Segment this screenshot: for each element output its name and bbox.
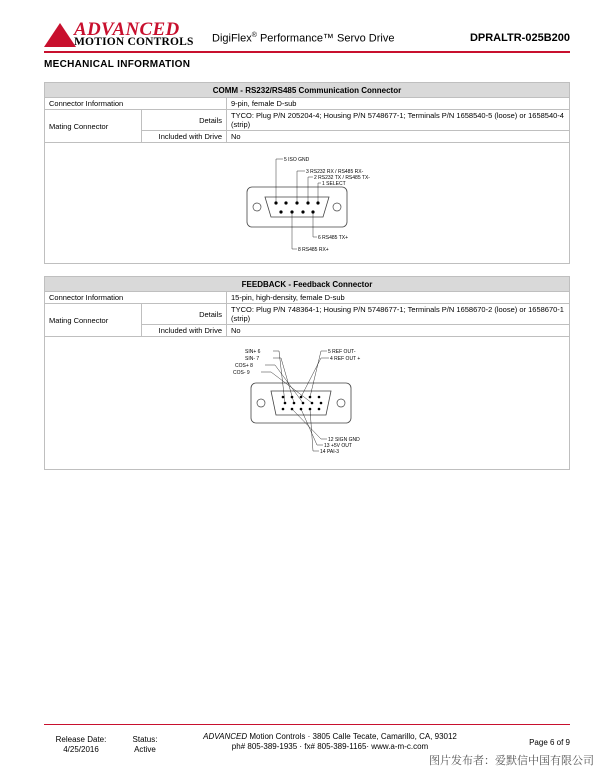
- feedback-details-value: TYCO: Plug P/N 748364-1; Housing P/N 5748677-1; Terminals P/N 1658670-2 (loose) or 1658670-1 (strip): [227, 304, 570, 325]
- feedback-connector-table: [44, 276, 570, 470]
- logo-triangle-icon: [44, 23, 76, 47]
- comm-included-value: No: [227, 131, 570, 143]
- fb-pin8-label: COS+ 8: [235, 363, 253, 369]
- company-logo: [44, 20, 204, 48]
- comm-table-title: COMM - RS232/RS485 Communication Connector: [45, 83, 570, 98]
- company-contact: ph# 805-389-1935 · fx# 805-389-1165· www.a-m-c.com: [231, 742, 429, 751]
- comm-pin6-label: 6 RS485 TX+: [318, 235, 349, 241]
- page-header: [44, 20, 570, 48]
- comm-pin8-label: 8 RS485 RX+: [298, 247, 329, 253]
- comm-pin2-label: 2 RS232 TX / RS485 TX-: [314, 175, 370, 181]
- release-date-label: Release Date:: [55, 735, 107, 744]
- comm-connector-info-label: Connector Information: [45, 98, 227, 110]
- comm-figure-cell: [45, 143, 570, 264]
- release-date-value: 4/25/2016: [63, 745, 99, 754]
- status-label: Status:: [132, 735, 158, 744]
- comm-dsub9-diagram: [241, 153, 381, 253]
- feedback-connector-info-value: 15-pin, high-density, female D-sub: [227, 292, 570, 304]
- feedback-table-title: FEEDBACK - Feedback Connector: [45, 277, 570, 292]
- release-date: [48, 735, 114, 755]
- publisher-watermark: 图片发布者：爱默信中国有限公司: [429, 755, 594, 767]
- model-number: DPRALTR-025B200: [469, 32, 570, 44]
- feedback-figure-cell: [45, 337, 570, 470]
- footer-rule: [44, 724, 570, 725]
- comm-details-value: TYCO: Plug P/N 205204-4; Housing P/N 5748677-1; Terminals P/N 1658540-5 (loose) or 1658540-4 (strip): [227, 110, 570, 131]
- product-name: DigiFlex® Performance™ Servo Drive: [212, 32, 395, 45]
- feedback-mating-label: Mating Connector: [45, 304, 142, 337]
- fb-pin7-label: SIN- 7: [245, 356, 260, 362]
- status-value: Active: [134, 745, 156, 754]
- feedback-details-label: Details: [142, 304, 227, 325]
- logo-line2: MOTION CONTROLS: [74, 36, 194, 48]
- comm-pin3-label: 3 RS232 RX / RS485 RX-: [306, 169, 364, 175]
- comm-connector-table: [44, 82, 570, 264]
- logo-line1: ADVANCED: [74, 19, 180, 40]
- section-title: MECHANICAL INFORMATION: [44, 59, 191, 70]
- comm-details-label: Details: [142, 110, 227, 131]
- page-number: Page 6 of 9: [529, 738, 570, 747]
- fb-pin5-label: 5 REF OUT-: [328, 349, 356, 355]
- company-address: ADVANCED Motion Controls · 3805 Calle Tecate, Camarillo, CA, 93012 ph# 805-389-1935 · fx# 805-389-1165· www.a-m-c.com: [180, 732, 480, 752]
- comm-included-label: Included with Drive: [142, 131, 227, 143]
- feedback-dsub15-diagram: [231, 345, 391, 461]
- fb-pin9-label: COS- 9: [233, 370, 250, 376]
- fb-pin13-label: 13 +5V OUT: [324, 443, 352, 449]
- comm-connector-info-value: 9-pin, female D-sub: [227, 98, 570, 110]
- header-rule: [44, 51, 570, 53]
- fb-pin14-label: 14 PAI-3: [320, 449, 340, 455]
- fb-pin12-label: 12 SIGN GND: [328, 437, 360, 443]
- comm-pin5-label: 5 ISO GND: [284, 157, 310, 163]
- comm-mating-label: Mating Connector: [45, 110, 142, 143]
- fb-pin6-label: SIN+ 6: [245, 349, 261, 355]
- status: [122, 735, 168, 755]
- feedback-included-value: No: [227, 325, 570, 337]
- feedback-included-label: Included with Drive: [142, 325, 227, 337]
- comm-pin1-label: 1 SELECT: [322, 181, 346, 187]
- fb-pin4-label: 4 REF OUT +: [330, 356, 361, 362]
- feedback-connector-info-label: Connector Information: [45, 292, 227, 304]
